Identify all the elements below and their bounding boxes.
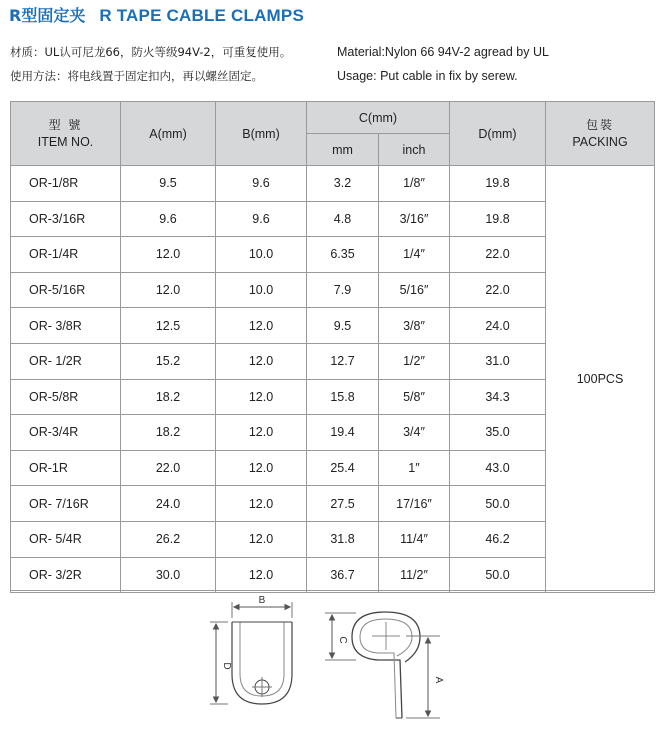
cell-a: 26.2 (121, 521, 216, 557)
cell-c-mm: 15.8 (307, 379, 379, 415)
title-en: R TAPE CABLE CLAMPS (99, 6, 304, 25)
spec-table (10, 101, 655, 593)
cell-b: 9.6 (216, 201, 307, 237)
cell-c-inch: 3/8″ (379, 308, 450, 344)
cell-a: 18.2 (121, 415, 216, 451)
clamp-side-view (325, 612, 440, 718)
cell-c-inch: 3/4″ (379, 415, 450, 451)
cell-b: 12.0 (216, 450, 307, 486)
header-item-en: ITEM NO. (37, 134, 94, 149)
cell-d: 50.0 (450, 557, 546, 593)
cell-c-mm: 4.8 (307, 201, 379, 237)
cell-item: OR-1/4R (11, 237, 121, 273)
cell-d: 19.8 (450, 201, 546, 237)
cell-d: 22.0 (450, 272, 546, 308)
cell-c-mm: 31.8 (307, 521, 379, 557)
cell-c-inch: 5/8″ (379, 379, 450, 415)
header-item (11, 102, 121, 166)
cell-b: 10.0 (216, 272, 307, 308)
page-title (9, 4, 304, 28)
cell-c-inch: 1/8″ (379, 166, 450, 202)
header-d: D(mm) (450, 102, 546, 166)
usage-zh: 使用方法：将电线置于固定扣内，再以螺丝固定。 (10, 69, 263, 83)
cell-d: 22.0 (450, 237, 546, 273)
material-en: Material:Nylon 66 94V-2 agread by UL (337, 45, 549, 59)
cell-item: OR- 5/4R (11, 521, 121, 557)
cell-d: 35.0 (450, 415, 546, 451)
cell-a: 22.0 (121, 450, 216, 486)
cell-b: 12.0 (216, 521, 307, 557)
cell-item: OR-1R (11, 450, 121, 486)
header-c: C(mm) (307, 102, 450, 134)
header-packing (546, 102, 655, 166)
cell-c-mm: 3.2 (307, 166, 379, 202)
cell-b: 12.0 (216, 379, 307, 415)
cell-a: 9.5 (121, 166, 216, 202)
material-zh: 材质：UL认可尼龙66，防火等级94V-2，可重复使用。 (10, 45, 292, 59)
table-row (11, 166, 655, 202)
cell-b: 12.0 (216, 415, 307, 451)
clamp-front-view (210, 602, 292, 704)
cell-c-inch: 17/16″ (379, 486, 450, 522)
cell-d: 19.8 (450, 166, 546, 202)
header-a: A(mm) (121, 102, 216, 166)
cell-a: 30.0 (121, 557, 216, 593)
cell-a: 18.2 (121, 379, 216, 415)
cell-packing: 100PCS (546, 166, 655, 593)
header-packing-en: PACKING (572, 134, 628, 149)
cell-item: OR- 7/16R (11, 486, 121, 522)
cell-b: 12.0 (216, 486, 307, 522)
cell-c-mm: 7.9 (307, 272, 379, 308)
cell-a: 12.0 (121, 237, 216, 273)
cell-c-inch: 5/16″ (379, 272, 450, 308)
cell-item: OR-5/16R (11, 272, 121, 308)
cell-c-inch: 1/2″ (379, 343, 450, 379)
cell-c-inch: 3/16″ (379, 201, 450, 237)
dim-label-b: B (258, 595, 266, 606)
cell-b: 12.0 (216, 343, 307, 379)
header-item-zh: 型 號 (48, 117, 83, 132)
cell-d: 50.0 (450, 486, 546, 522)
cell-c-inch: 1/4″ (379, 237, 450, 273)
cell-item: OR- 3/2R (11, 557, 121, 593)
cell-d: 24.0 (450, 308, 546, 344)
cell-a: 9.6 (121, 201, 216, 237)
cell-c-inch: 11/4″ (379, 521, 450, 557)
cell-b: 12.0 (216, 557, 307, 593)
cell-item: OR-3/4R (11, 415, 121, 451)
cell-c-mm: 9.5 (307, 308, 379, 344)
cell-b: 9.6 (216, 166, 307, 202)
cell-d: 34.3 (450, 379, 546, 415)
cell-c-mm: 19.4 (307, 415, 379, 451)
cell-c-mm: 25.4 (307, 450, 379, 486)
header-c-mm: mm (307, 134, 379, 166)
title-zh: R型固定夹 (9, 6, 86, 25)
cell-item: OR-5/8R (11, 379, 121, 415)
cell-c-inch: 1″ (379, 450, 450, 486)
cell-d: 31.0 (450, 343, 546, 379)
cell-a: 12.0 (121, 272, 216, 308)
cell-c-inch: 11/2″ (379, 557, 450, 593)
cell-c-mm: 27.5 (307, 486, 379, 522)
clamp-dimension-diagram (0, 592, 658, 742)
cell-d: 46.2 (450, 521, 546, 557)
header-b: B(mm) (216, 102, 307, 166)
cell-c-mm: 6.35 (307, 237, 379, 273)
cell-d: 43.0 (450, 450, 546, 486)
header-packing-zh: 包裝 (585, 117, 614, 132)
dim-label-c: C (337, 636, 348, 644)
cell-c-mm: 12.7 (307, 343, 379, 379)
header-c-inch: inch (379, 134, 450, 166)
cell-item: OR-3/16R (11, 201, 121, 237)
cell-a: 24.0 (121, 486, 216, 522)
cell-item: OR- 1/2R (11, 343, 121, 379)
cell-b: 12.0 (216, 308, 307, 344)
cell-b: 10.0 (216, 237, 307, 273)
cell-item: OR- 3/8R (11, 308, 121, 344)
table-bottom-divider (10, 590, 654, 591)
usage-en: Usage: Put cable in fix by serew. (337, 69, 518, 83)
cell-a: 15.2 (121, 343, 216, 379)
cell-a: 12.5 (121, 308, 216, 344)
cell-item: OR-1/8R (11, 166, 121, 202)
dim-label-a: A (433, 676, 444, 684)
dim-label-d: D (221, 662, 232, 670)
cell-c-mm: 36.7 (307, 557, 379, 593)
